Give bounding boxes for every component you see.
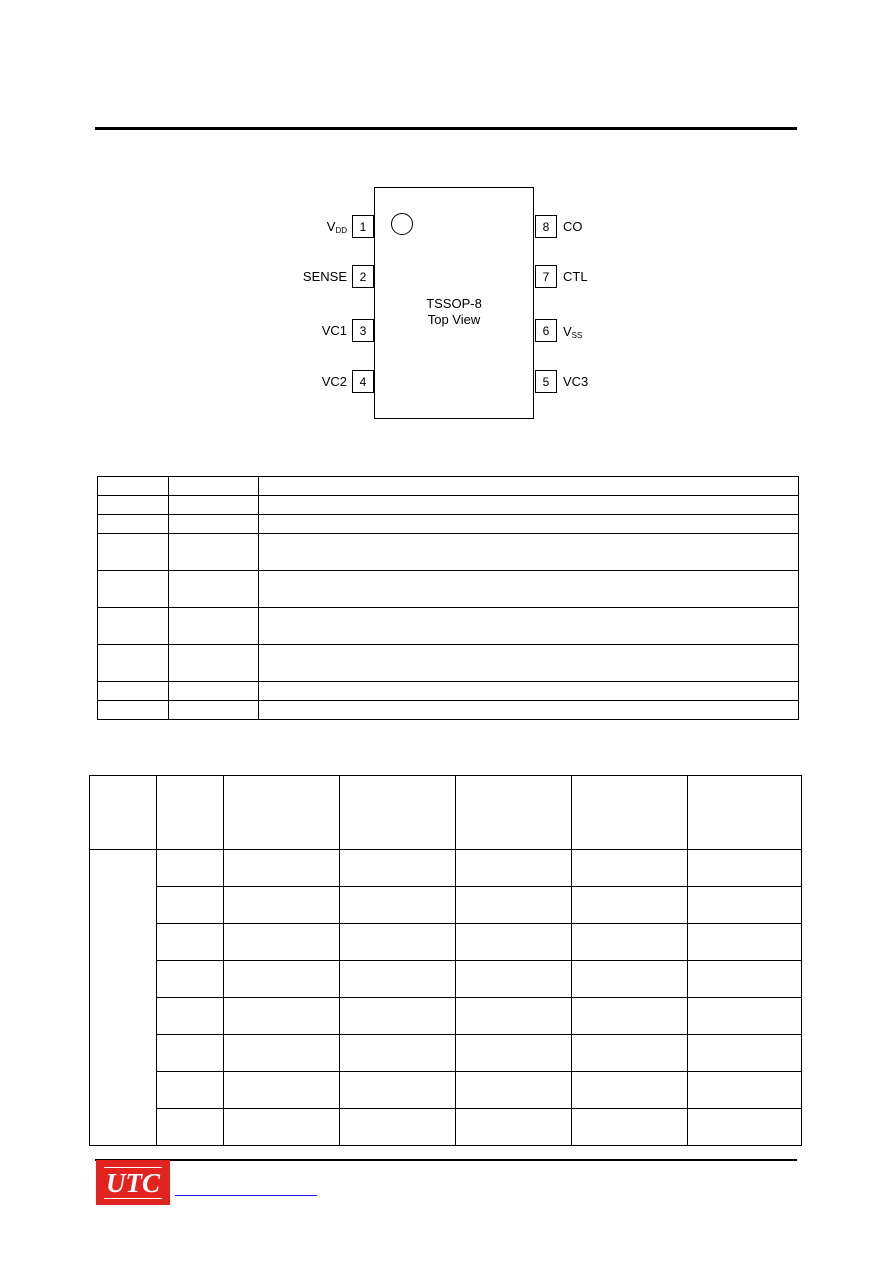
pin-1-box [352,215,374,238]
table-row [90,924,802,961]
table-row [98,701,799,720]
table-row [98,571,799,608]
pin-3-label: VC1 [321,323,347,338]
pin-3-box [352,319,374,342]
pin-6-label: $V_{SS}$ [563,324,583,340]
pin-4-label: VC2 [321,374,347,389]
pin-7-label: CTL [563,269,588,284]
pin-6-box [535,319,557,342]
pin-4-box [352,370,374,393]
package-view: Top View [427,312,481,327]
table-row [98,515,799,534]
table-row [98,534,799,571]
pin-number: 8 [542,219,550,234]
pin-7-box [535,265,557,288]
pin-2-box [352,265,374,288]
table-row [98,645,799,682]
pin-2-label: SENSE [302,269,347,284]
table-row [90,1109,802,1146]
pin-number: 3 [359,323,367,338]
header-rule [95,127,797,130]
table-row [90,850,802,887]
pin1-marker [391,213,413,235]
pin-description-table [97,476,799,720]
table-row [90,1072,802,1109]
table-row [90,887,802,924]
table-header-row [90,776,802,850]
pin-number: 6 [542,323,550,338]
table-row [98,496,799,515]
package-caption [374,296,534,328]
package-name: TSSOP-8 [426,296,482,311]
pin-number: 7 [542,269,550,284]
utc-logo [96,1160,170,1205]
table-row [98,477,799,496]
pin-number: 4 [359,374,367,389]
pin-5-label: VC3 [563,374,589,389]
table-row [98,682,799,701]
footer-rule [95,1159,797,1161]
table-row [98,608,799,645]
pin-8-label: CO [563,219,583,234]
pin-number: 2 [359,269,367,284]
utc-logo-text: UTC [106,1167,160,1198]
table-row [90,998,802,1035]
pin-8-box [535,215,557,238]
table-row [90,961,802,998]
pin-5-box [535,370,557,393]
specification-table [89,775,802,1146]
pin-1-label: $V_{DD}$ [326,219,347,235]
pin-number: 5 [542,374,550,389]
table-row [90,1035,802,1072]
pin-number: 1 [359,219,367,234]
website-link[interactable] [175,1195,317,1196]
